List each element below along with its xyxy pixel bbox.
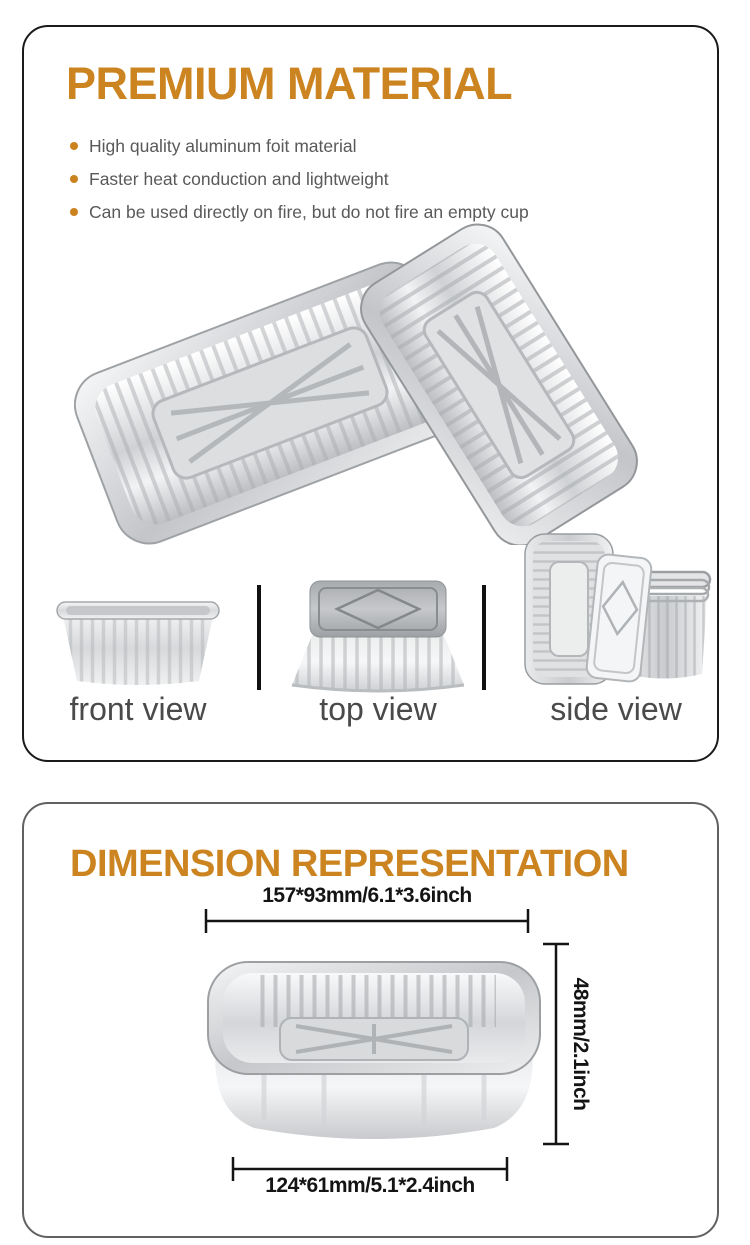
dimension-section-title: DIMENSION REPRESENTATION [70, 843, 629, 885]
top-view-label: top view [319, 691, 437, 727]
feature-bullet [70, 203, 529, 222]
front-view-image [54, 595, 222, 691]
feature-text: Can be used directly on fire, but do not fire an empty cup [89, 202, 529, 222]
bullet-dot-icon [70, 208, 78, 216]
view-divider [257, 585, 261, 690]
feature-bullet-list [70, 137, 529, 236]
dimension-card [22, 802, 719, 1238]
top-width-dimension-line [204, 907, 530, 935]
front-view-label: front view [69, 691, 207, 727]
height-dimension-line [541, 942, 571, 1146]
feature-bullet [70, 170, 529, 189]
bottom-width-dimension-label: 124*61mm/5.1*2.4inch [265, 1174, 475, 1197]
feature-bullet [70, 137, 529, 156]
feature-text: Faster heat conduction and lightweight [89, 169, 389, 189]
top-view-image [279, 575, 477, 695]
dimension-product-image [204, 952, 544, 1148]
premium-material-card [22, 25, 719, 762]
bullet-dot-icon [70, 142, 78, 150]
hero-product-image [74, 223, 666, 545]
bullet-dot-icon [70, 175, 78, 183]
side-view-label: side view [550, 691, 682, 727]
feature-text: High quality aluminum foit material [89, 136, 357, 156]
side-view-image [519, 530, 713, 692]
view-divider [482, 585, 486, 690]
height-dimension-label: 48mm/2.1inch [569, 977, 592, 1111]
premium-section-title: PREMIUM MATERIAL [66, 58, 513, 109]
top-width-dimension-label: 157*93mm/6.1*3.6inch [262, 884, 472, 907]
